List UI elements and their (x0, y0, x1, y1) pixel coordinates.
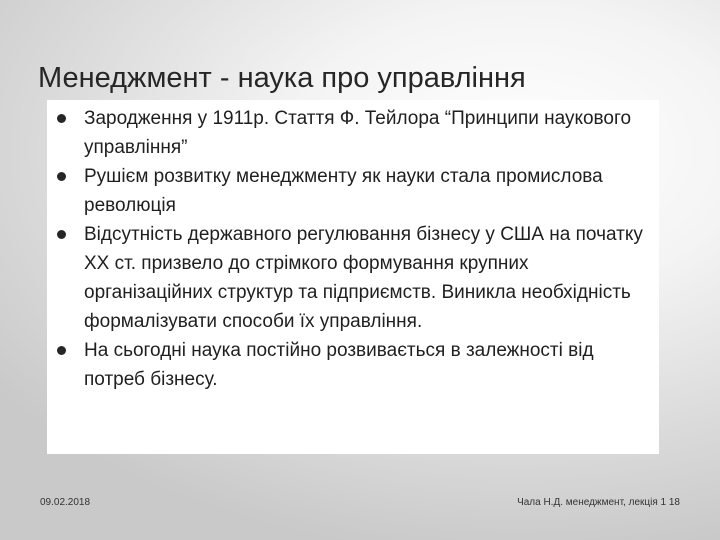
bullet-dot-icon (57, 230, 66, 239)
bullet-text: Відсутність державного регулювання бізнесу у США на початку XX ст. призвело до стрімкого формування крупних організаційних структур та підприємств. Виникла необхідність формалізувати способи їх управління. (84, 224, 643, 332)
footer-author-page (517, 497, 680, 508)
bullet-item (47, 336, 659, 394)
bullet-item (47, 104, 659, 162)
bullet-dot-icon (57, 172, 66, 181)
bullet-item (47, 162, 659, 220)
bullet-dot-icon (57, 114, 66, 123)
bullet-item (47, 220, 659, 336)
page-number: 18 (668, 497, 680, 508)
bullet-text: Рушієм розвитку менеджменту як науки стала промислова революція (84, 166, 603, 216)
slide-title: Менеджмент - наука про управління (38, 62, 526, 94)
bullet-dot-icon (57, 346, 66, 355)
content-box (47, 100, 659, 454)
footer-author: Чала Н.Д. менеджмент, лекція 1 (517, 497, 667, 508)
bullet-text: Зародження у 1911р. Стаття Ф. Тейлора “Принципи наукового управління” (84, 108, 632, 158)
footer-date: 09.02.2018 (40, 497, 91, 508)
bullet-list (47, 100, 659, 394)
bullet-text: На сьогодні наука постійно розвивається в залежності від потреб бізнесу. (84, 340, 594, 390)
